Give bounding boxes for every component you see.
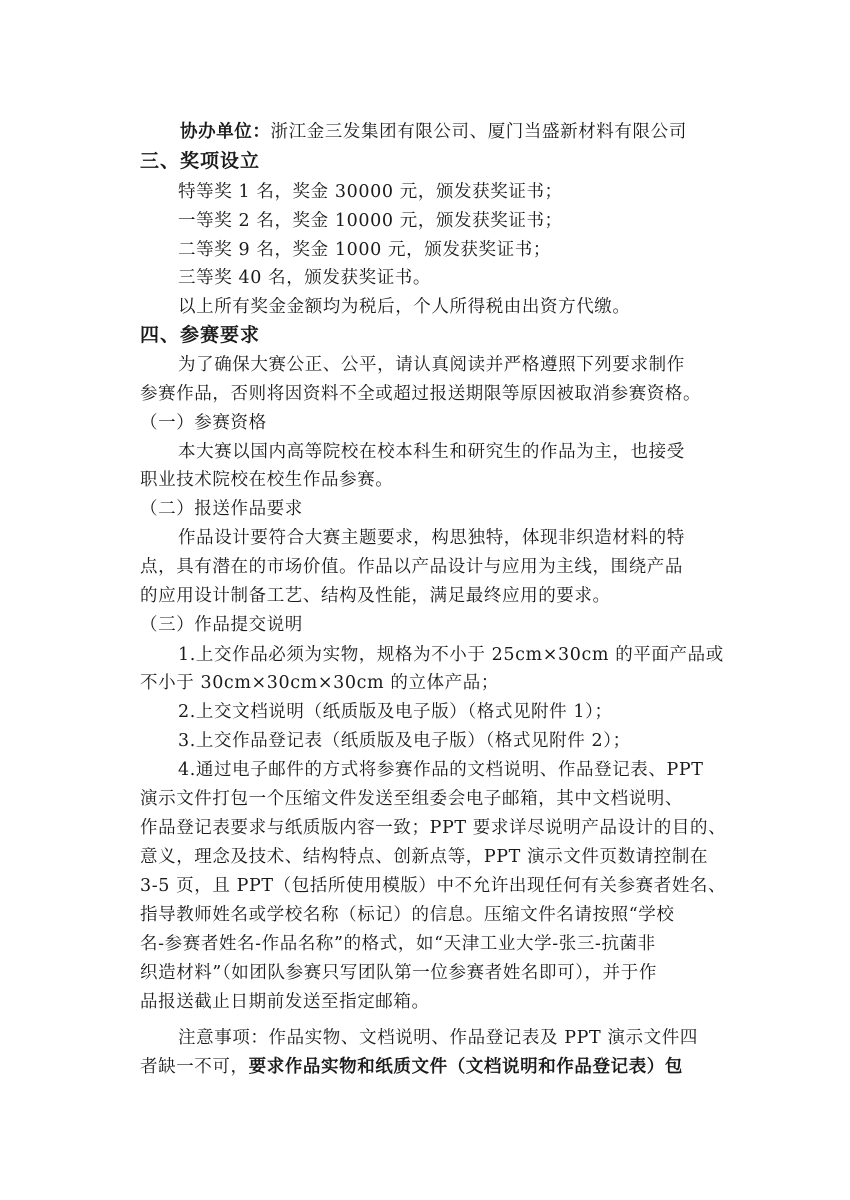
- award-line: 特等奖 1 名，奖金 30000 元，颁发获奖证书；: [178, 182, 563, 202]
- submission-line: 3.上交作品登记表（纸质版及电子版）（格式见附件 2）；: [178, 731, 631, 751]
- organizer-line: [180, 120, 687, 144]
- submission-line: 1.上交作品必须为实物，规格为不小于 25cm×30cm 的平面产品或: [178, 645, 724, 665]
- organizer-value: 浙江金三发集团有限公司、厦门当盛新材料有限公司: [270, 122, 687, 142]
- organizer-label: 协办单位：: [180, 122, 271, 142]
- eligibility-line: 本大赛以国内高等院校在校本科生和研究生的作品为主，也接受: [178, 442, 685, 462]
- submission-line: 作品登记表要求与纸质版内容一致；PPT 要求详尽说明产品设计的目的、: [140, 818, 727, 838]
- submission-line: 名-参赛者姓名-作品名称”的格式，如“天津工业大学-张三-抗菌非: [140, 934, 656, 954]
- notice-line: 注意事项：作品实物、文档说明、作品登记表及 PPT 演示文件四: [178, 1028, 698, 1048]
- subheading-submission: （三）作品提交说明: [140, 615, 303, 635]
- work-req-line: 的应用设计制备工艺、结构及性能，满足最终应用的要求。: [140, 586, 611, 606]
- work-req-line: 点，具有潜在的市场价值。作品以产品设计与应用为主线，围绕产品: [140, 557, 683, 577]
- award-note: 以上所有奖金金额均为税后，个人所得税由出资方代缴。: [178, 297, 631, 317]
- submission-line: 2.上交文档说明（纸质版及电子版）（格式见附件 1）；: [178, 702, 613, 722]
- intro-line: 参赛作品，否则将因资料不全或超过报送期限等原因被取消参赛资格。: [140, 384, 702, 404]
- subheading-eligibility: （一）参赛资格: [140, 413, 267, 433]
- intro-line: 为了确保大赛公正、公平，请认真阅读并严格遵照下列要求制作: [178, 355, 685, 375]
- award-line: 二等奖 9 名，奖金 1000 元，颁发获奖证书；: [178, 240, 551, 260]
- section-heading-requirements: 四、参赛要求: [140, 324, 261, 346]
- award-line: 一等奖 2 名，奖金 10000 元，颁发获奖证书；: [178, 211, 563, 231]
- work-req-line: 作品设计要符合大赛主题要求，构思独特，体现非织造材料的特: [178, 528, 685, 548]
- notice-line: [140, 1055, 683, 1079]
- notice-bold: 要求作品实物和纸质文件（文档说明和作品登记表）包: [248, 1057, 684, 1077]
- submission-line: 3-5 页，且 PPT（包括所使用模版）中不允许出现任何有关参赛者姓名、: [140, 876, 727, 896]
- submission-line: 织造材料”（如团队参赛只写团队第一位参赛者姓名即可），并于作: [140, 963, 657, 983]
- section-heading-awards: 三、奖项设立: [140, 150, 261, 172]
- submission-line: 品报送截止日期前发送至指定邮箱。: [140, 992, 430, 1012]
- submission-line: 指导教师姓名或学校名称（标记）的信息。压缩文件名请按照“学校: [140, 905, 675, 925]
- submission-line: 演示文件打包一个压缩文件发送至组委会电子邮箱，其中文档说明、: [140, 789, 683, 809]
- submission-line: 不小于 30cm×30cm×30cm 的立体产品；: [140, 673, 499, 693]
- eligibility-line: 职业技术院校在校生作品参赛。: [140, 470, 394, 490]
- submission-line: 意义，理念及技术、结构特点、创新点等，PPT 演示文件页数请控制在: [140, 847, 709, 867]
- notice-plain: 者缺一不可，: [140, 1057, 249, 1077]
- submission-line: 4.通过电子邮件的方式将参赛作品的文档说明、作品登记表、PPT: [178, 760, 704, 780]
- subheading-work-requirements: （二）报送作品要求: [140, 499, 303, 519]
- award-line: 三等奖 40 名，颁发获奖证书。: [178, 268, 431, 288]
